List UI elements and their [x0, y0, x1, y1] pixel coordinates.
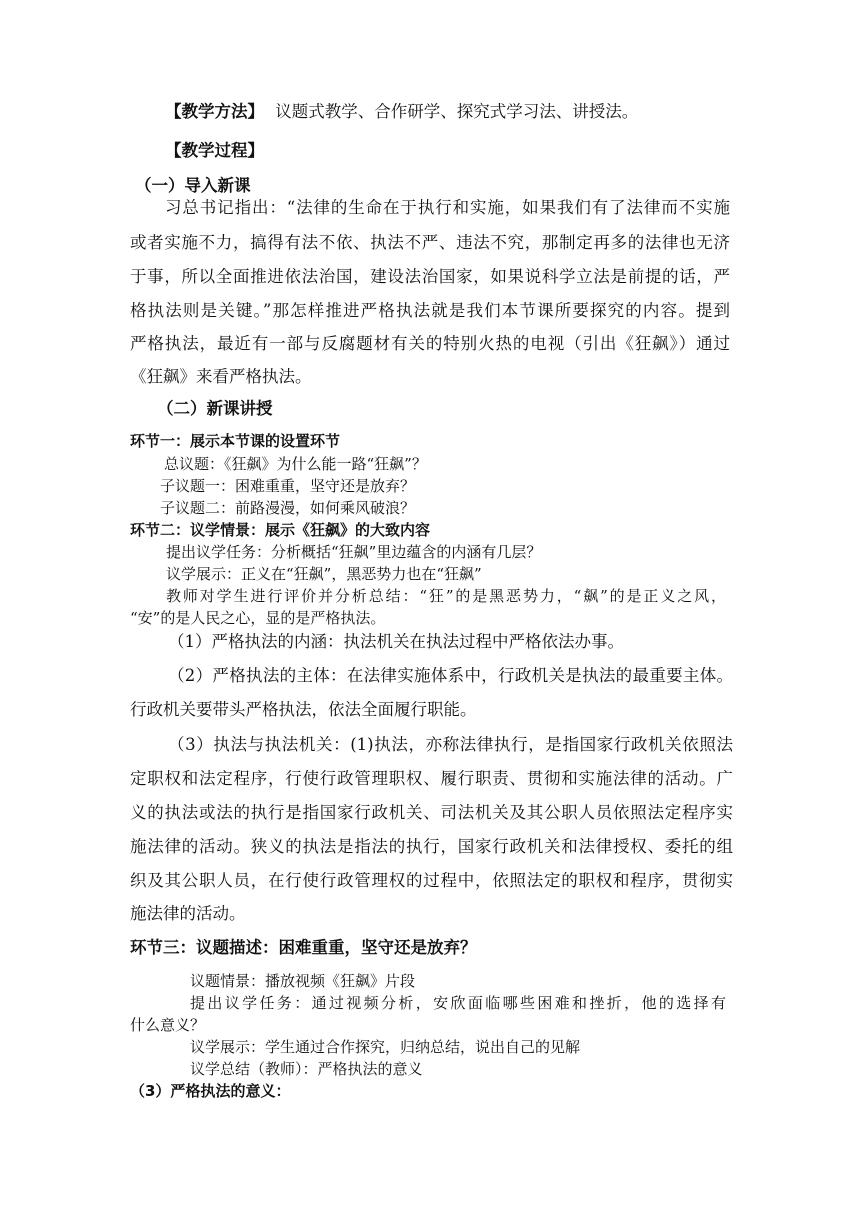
- point-2-line: （2）严格执法的主体：在法律实施体系中，行政机关是执法的最重要主体。: [168, 666, 733, 685]
- point-3-line: （3）执法与执法机关：(1)执法，亦称法律执行，是指国家行政机关依照法: [168, 735, 733, 754]
- section-1-heading: （一）导入新课: [135, 176, 251, 195]
- link-1-sub-topic-2: 子议题二：前路漫漫，如何乘风破浪？: [160, 499, 416, 517]
- intro-paragraph-line: 格执法则是关键。”那怎样推进严格执法就是我们本节课所要探究的内容。提到: [130, 301, 730, 320]
- section-2-heading: （二）新课讲授: [157, 399, 273, 418]
- link-3-display: 议学展示：学生通过合作探究，归纳总结，说出自己的见解: [190, 1038, 581, 1056]
- intro-paragraph-line: 习总书记指出：“法律的生命在于执行和实施，如果我们有了法律而不实施: [165, 198, 730, 217]
- method-heading: 【教学方法】: [165, 102, 264, 121]
- link-3-heading: 环节三：议题描述：困难重重，坚守还是放弃？: [130, 938, 477, 957]
- link-2-heading: 环节二：议学情景：展示《狂飙》的大致内容: [130, 521, 431, 539]
- link-2-summary-line: 教师对学生进行评价并分析总结：“狂”的是黑恶势力，“飙”的是正义之风，: [166, 587, 726, 605]
- intro-paragraph-line: 或者实施不力，搞得有法不依、执法不严、违法不究，那制定再多的法律也无济: [130, 233, 730, 252]
- link-1-heading: 环节一：展示本节课的设置环节: [130, 432, 341, 450]
- point-2-line: 行政机关要带头严格执法，依法全面履行职能。: [130, 700, 477, 719]
- link-2-task: 提出议学任务：分析概括“狂飙”里边蕴含的内涵有几层？: [166, 543, 542, 561]
- point-3-line: 施法律的活动。: [130, 904, 246, 923]
- link-1-main-topic: 总议题：《狂飙》为什么能一路“狂飙”？: [164, 455, 427, 473]
- link-3-task-line: 什么意义？: [130, 1016, 206, 1034]
- link-2-display: 议学展示：正义在“狂飙”，黑恶势力也在“狂飙”: [166, 565, 482, 583]
- link-3-summary: 议学总结（教师）：严格执法的意义: [190, 1060, 423, 1078]
- link-2-summary-line: “安”的是人民之心，显的是严格执法。: [130, 609, 386, 627]
- process-heading: 【教学过程】: [165, 141, 264, 160]
- intro-paragraph-line: 于事，所以全面推进依法治国，建设法治国家，如果说科学立法是前提的话，严: [130, 267, 730, 286]
- intro-paragraph-line: 严格执法，最近有一部与反腐题材有关的特别火热的电视（引出《狂飙》）通过: [130, 334, 730, 353]
- point-3-line: 定职权和法定程序，行使行政管理职权、履行职责、贯彻和实施法律的活动。广: [130, 769, 733, 788]
- link-1-sub-topic-1: 子议题一：困难重重，坚守还是放弃？: [160, 477, 416, 495]
- point-3-line: 义的执法或法的执行是指国家行政机关、司法机关及其公职人员依照法定程序实: [130, 803, 733, 822]
- point-1: （1）严格执法的内涵：执法机关在执法过程中严格依法办事。: [168, 632, 624, 651]
- link-3-task-line: 提出议学任务：通过视频分析，安欣面临哪些困难和挫折，他的选择有: [190, 994, 726, 1012]
- method-body: 议题式教学、合作研学、探究式学习法、讲授法。: [275, 102, 639, 121]
- link-3-scene: 议题情景：播放视频《狂飙》片段: [190, 972, 416, 990]
- link-3-point-3-heading: （3）严格执法的意义：: [130, 1082, 291, 1100]
- intro-paragraph-line: 《狂飙》来看严格执法。: [130, 367, 312, 386]
- point-3-line: 织及其公职人员，在行使行政管理权的过程中，依照法定的职权和程序，贯彻实: [130, 871, 733, 890]
- point-3-line: 施法律的活动。狭义的执法是指法的执行，国家行政机关和法律授权、委托的组: [130, 837, 733, 856]
